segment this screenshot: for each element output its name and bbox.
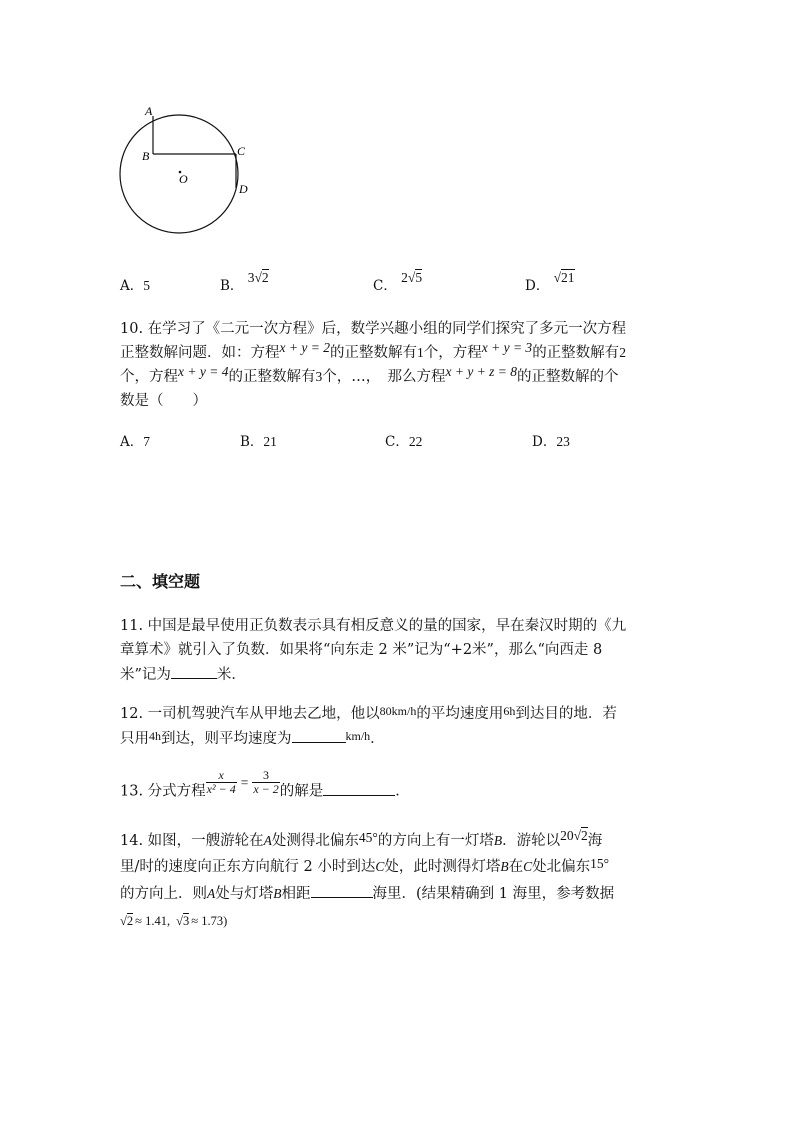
q14-line-4: √2 ≈ 1.41, √3 ≈ 1.73): [120, 914, 228, 928]
q14-line-3: 的方向上．则A处与灯塔B相距 海里．(结果精确到 1 海里，参考数据: [120, 882, 614, 905]
label-a: A: [145, 104, 153, 118]
q11-line-3: 米”记为 米．: [120, 663, 246, 686]
q9-option-d: D． √21: [525, 270, 575, 294]
answer-blank[interactable]: [171, 663, 217, 679]
fraction-1: $\frac{x}{\text{x² − 4}}$: [206, 768, 236, 796]
label-b: B: [142, 149, 150, 163]
q9-option-a: A．5: [120, 278, 150, 294]
q10-option-c: C．22: [385, 434, 423, 450]
section-title: 二、填空题: [120, 572, 201, 591]
answer-blank[interactable]: [311, 882, 373, 898]
q10-line-1: 10. 在学习了《二元一次方程》后，数学兴趣小组的同学们探究了多元一次方程: [120, 321, 627, 337]
answer-blank[interactable]: [323, 780, 395, 796]
q9-option-b: B． 3√2: [220, 270, 269, 294]
q11-line-2: 章算术》就引入了负数．如果将“向东走 2 米”记为“+2米”，那么“向西走 8: [120, 642, 603, 658]
q10-line-2: 正整数解问题．如：方程x + y = 2的正整数解有1个，方程x + y = 3的正整数解有2: [120, 340, 626, 361]
label-o: O: [179, 172, 188, 186]
fraction-2: $\frac{3}{x - 2}$: [253, 768, 279, 796]
label-d: D: [239, 182, 248, 196]
q11-line-1: 11. 中国是最早使用正负数表示具有相反意义的量的国家，早在秦汉时期的《九: [120, 618, 627, 634]
q10-option-a: A．7: [120, 434, 150, 450]
q14-line-1: 14. 如图，一艘游轮在A处测得北偏东45°的方向上有一灯塔B．游轮以20√2海: [120, 828, 603, 849]
q9-option-c: C． 2√5: [373, 270, 423, 294]
q12-line-1: 12. 一司机驾驶汽车从甲地去乙地，他以$^{80km/h}$的平均速度用$^{6h}$到达目的地．若: [120, 704, 617, 722]
answer-blank[interactable]: [292, 727, 346, 743]
q10-option-b: B．21: [240, 434, 277, 450]
circle-figure: [110, 100, 270, 240]
q10-line-3: 个，方程x + y = 4的正整数解有3个，…， 那么方程x + y + z = 8的正整数解的个: [120, 364, 619, 385]
q12-line-2: 只用$^{4h}$到达，则平均速度为 $^{km/h}$．: [120, 729, 385, 747]
q10-line-4: 数是（ ）: [120, 393, 207, 409]
q10-option-d: D．23: [532, 434, 570, 450]
label-c: C: [237, 144, 246, 158]
q14-line-2: 里/时的速度向正东方向航行 2 小时到达C处，此时测得灯塔B在C处北偏东15°: [120, 856, 610, 875]
q13-line: 13. 分式方程 $\frac{x}{\text{x² − 4}}$ = $\frac{3}{x - 2}$ 的解是 ．: [120, 768, 410, 800]
